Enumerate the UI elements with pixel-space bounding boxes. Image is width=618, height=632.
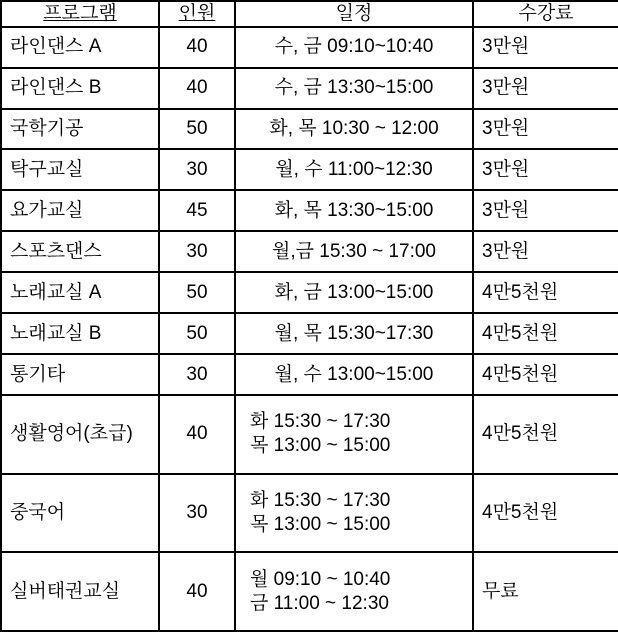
schedule-line: 월, 수 13:00~15:00 — [274, 363, 434, 385]
cell-fee: 3만원 — [473, 109, 618, 150]
cell-program: 노래교실 B — [1, 313, 159, 354]
schedule-line: 화 15:30 ~ 17:30 — [250, 411, 391, 433]
cell-capacity: 50 — [159, 272, 235, 313]
cell-program: 국학기공 — [1, 109, 159, 150]
table-header — [1, 1, 618, 27]
column-header-capacity-label: 인원 — [178, 3, 216, 24]
cell-capacity: 45 — [159, 190, 235, 231]
table-row — [1, 395, 618, 474]
cell-schedule — [235, 231, 473, 272]
schedule-line: 수, 금 13:30~15:00 — [274, 77, 434, 99]
schedule-line: 목 13:00 ~ 15:00 — [250, 435, 391, 457]
cell-schedule — [235, 27, 473, 68]
cell-fee: 4만5천원 — [473, 272, 618, 313]
cell-program: 통기타 — [1, 354, 159, 395]
cell-program: 라인댄스 B — [1, 68, 159, 109]
cell-schedule — [235, 272, 473, 313]
cell-schedule — [235, 68, 473, 109]
table-row — [1, 109, 618, 150]
cell-fee: 무료 — [473, 552, 618, 631]
schedule-lines — [244, 410, 464, 458]
cell-capacity: 40 — [159, 552, 235, 631]
cell-fee: 4만5천원 — [473, 354, 618, 395]
schedule-line: 화, 금 13:00~15:00 — [274, 281, 434, 303]
cell-fee: 3만원 — [473, 190, 618, 231]
cell-program: 노래교실 A — [1, 272, 159, 313]
table-header-row — [1, 1, 618, 27]
table-row — [1, 354, 618, 395]
cell-schedule — [235, 474, 473, 553]
table-row — [1, 68, 618, 109]
cell-capacity: 30 — [159, 231, 235, 272]
cell-capacity: 50 — [159, 313, 235, 354]
schedule-line: 화, 목 10:30 ~ 12:00 — [269, 118, 439, 140]
schedule-lines — [244, 568, 464, 616]
cell-program: 탁구교실 — [1, 149, 159, 190]
column-header-schedule-label: 일정 — [335, 3, 373, 24]
table-row — [1, 27, 618, 68]
cell-schedule — [235, 395, 473, 474]
cell-capacity: 30 — [159, 354, 235, 395]
schedule-line: 수, 금 09:10~10:40 — [274, 36, 434, 58]
cell-fee: 4만5천원 — [473, 395, 618, 474]
schedule-line: 월 09:10 ~ 10:40 — [250, 568, 391, 590]
cell-fee: 3만원 — [473, 231, 618, 272]
schedule-line: 금 11:00 ~ 12:30 — [250, 592, 389, 614]
column-header-program — [1, 1, 159, 27]
cell-capacity: 40 — [159, 27, 235, 68]
cell-capacity: 30 — [159, 474, 235, 553]
column-header-fee-label: 수강료 — [518, 3, 574, 24]
cell-program: 중국어 — [1, 474, 159, 553]
cell-program: 라인댄스 A — [1, 27, 159, 68]
cell-capacity: 30 — [159, 149, 235, 190]
column-header-capacity — [159, 1, 235, 27]
cell-program: 스포츠댄스 — [1, 231, 159, 272]
table-row — [1, 552, 618, 631]
cell-fee: 3만원 — [473, 27, 618, 68]
schedule-line: 목 13:00 ~ 15:00 — [250, 513, 391, 535]
cell-fee: 4만5천원 — [473, 313, 618, 354]
schedule-line: 화, 목 13:30~15:00 — [274, 199, 434, 221]
schedule-line: 월, 수 11:00~12:30 — [275, 159, 433, 181]
schedule-line: 화 15:30 ~ 17:30 — [250, 490, 391, 512]
cell-program: 생활영어(초급) — [1, 395, 159, 474]
cell-program: 요가교실 — [1, 190, 159, 231]
column-header-fee — [473, 1, 618, 27]
cell-schedule — [235, 552, 473, 631]
table-row — [1, 190, 618, 231]
table-row — [1, 474, 618, 553]
cell-fee: 3만원 — [473, 68, 618, 109]
schedule-lines — [244, 489, 464, 537]
table-row — [1, 272, 618, 313]
cell-capacity: 50 — [159, 109, 235, 150]
cell-schedule — [235, 109, 473, 150]
cell-schedule — [235, 354, 473, 395]
cell-program: 실버태권교실 — [1, 552, 159, 631]
cell-fee: 3만원 — [473, 149, 618, 190]
schedule-line: 월, 목 15:30~17:30 — [274, 322, 434, 344]
table-body — [1, 27, 618, 631]
cell-capacity: 40 — [159, 68, 235, 109]
cell-fee: 4만5천원 — [473, 474, 618, 553]
column-header-schedule — [235, 1, 473, 27]
column-header-program-label: 프로그램 — [43, 3, 117, 24]
cell-schedule — [235, 149, 473, 190]
cell-schedule — [235, 190, 473, 231]
cell-capacity: 40 — [159, 395, 235, 474]
cell-schedule — [235, 313, 473, 354]
table-row — [1, 231, 618, 272]
schedule-line: 월,금 15:30 ~ 17:00 — [271, 240, 436, 262]
table-row — [1, 149, 618, 190]
table-row — [1, 313, 618, 354]
